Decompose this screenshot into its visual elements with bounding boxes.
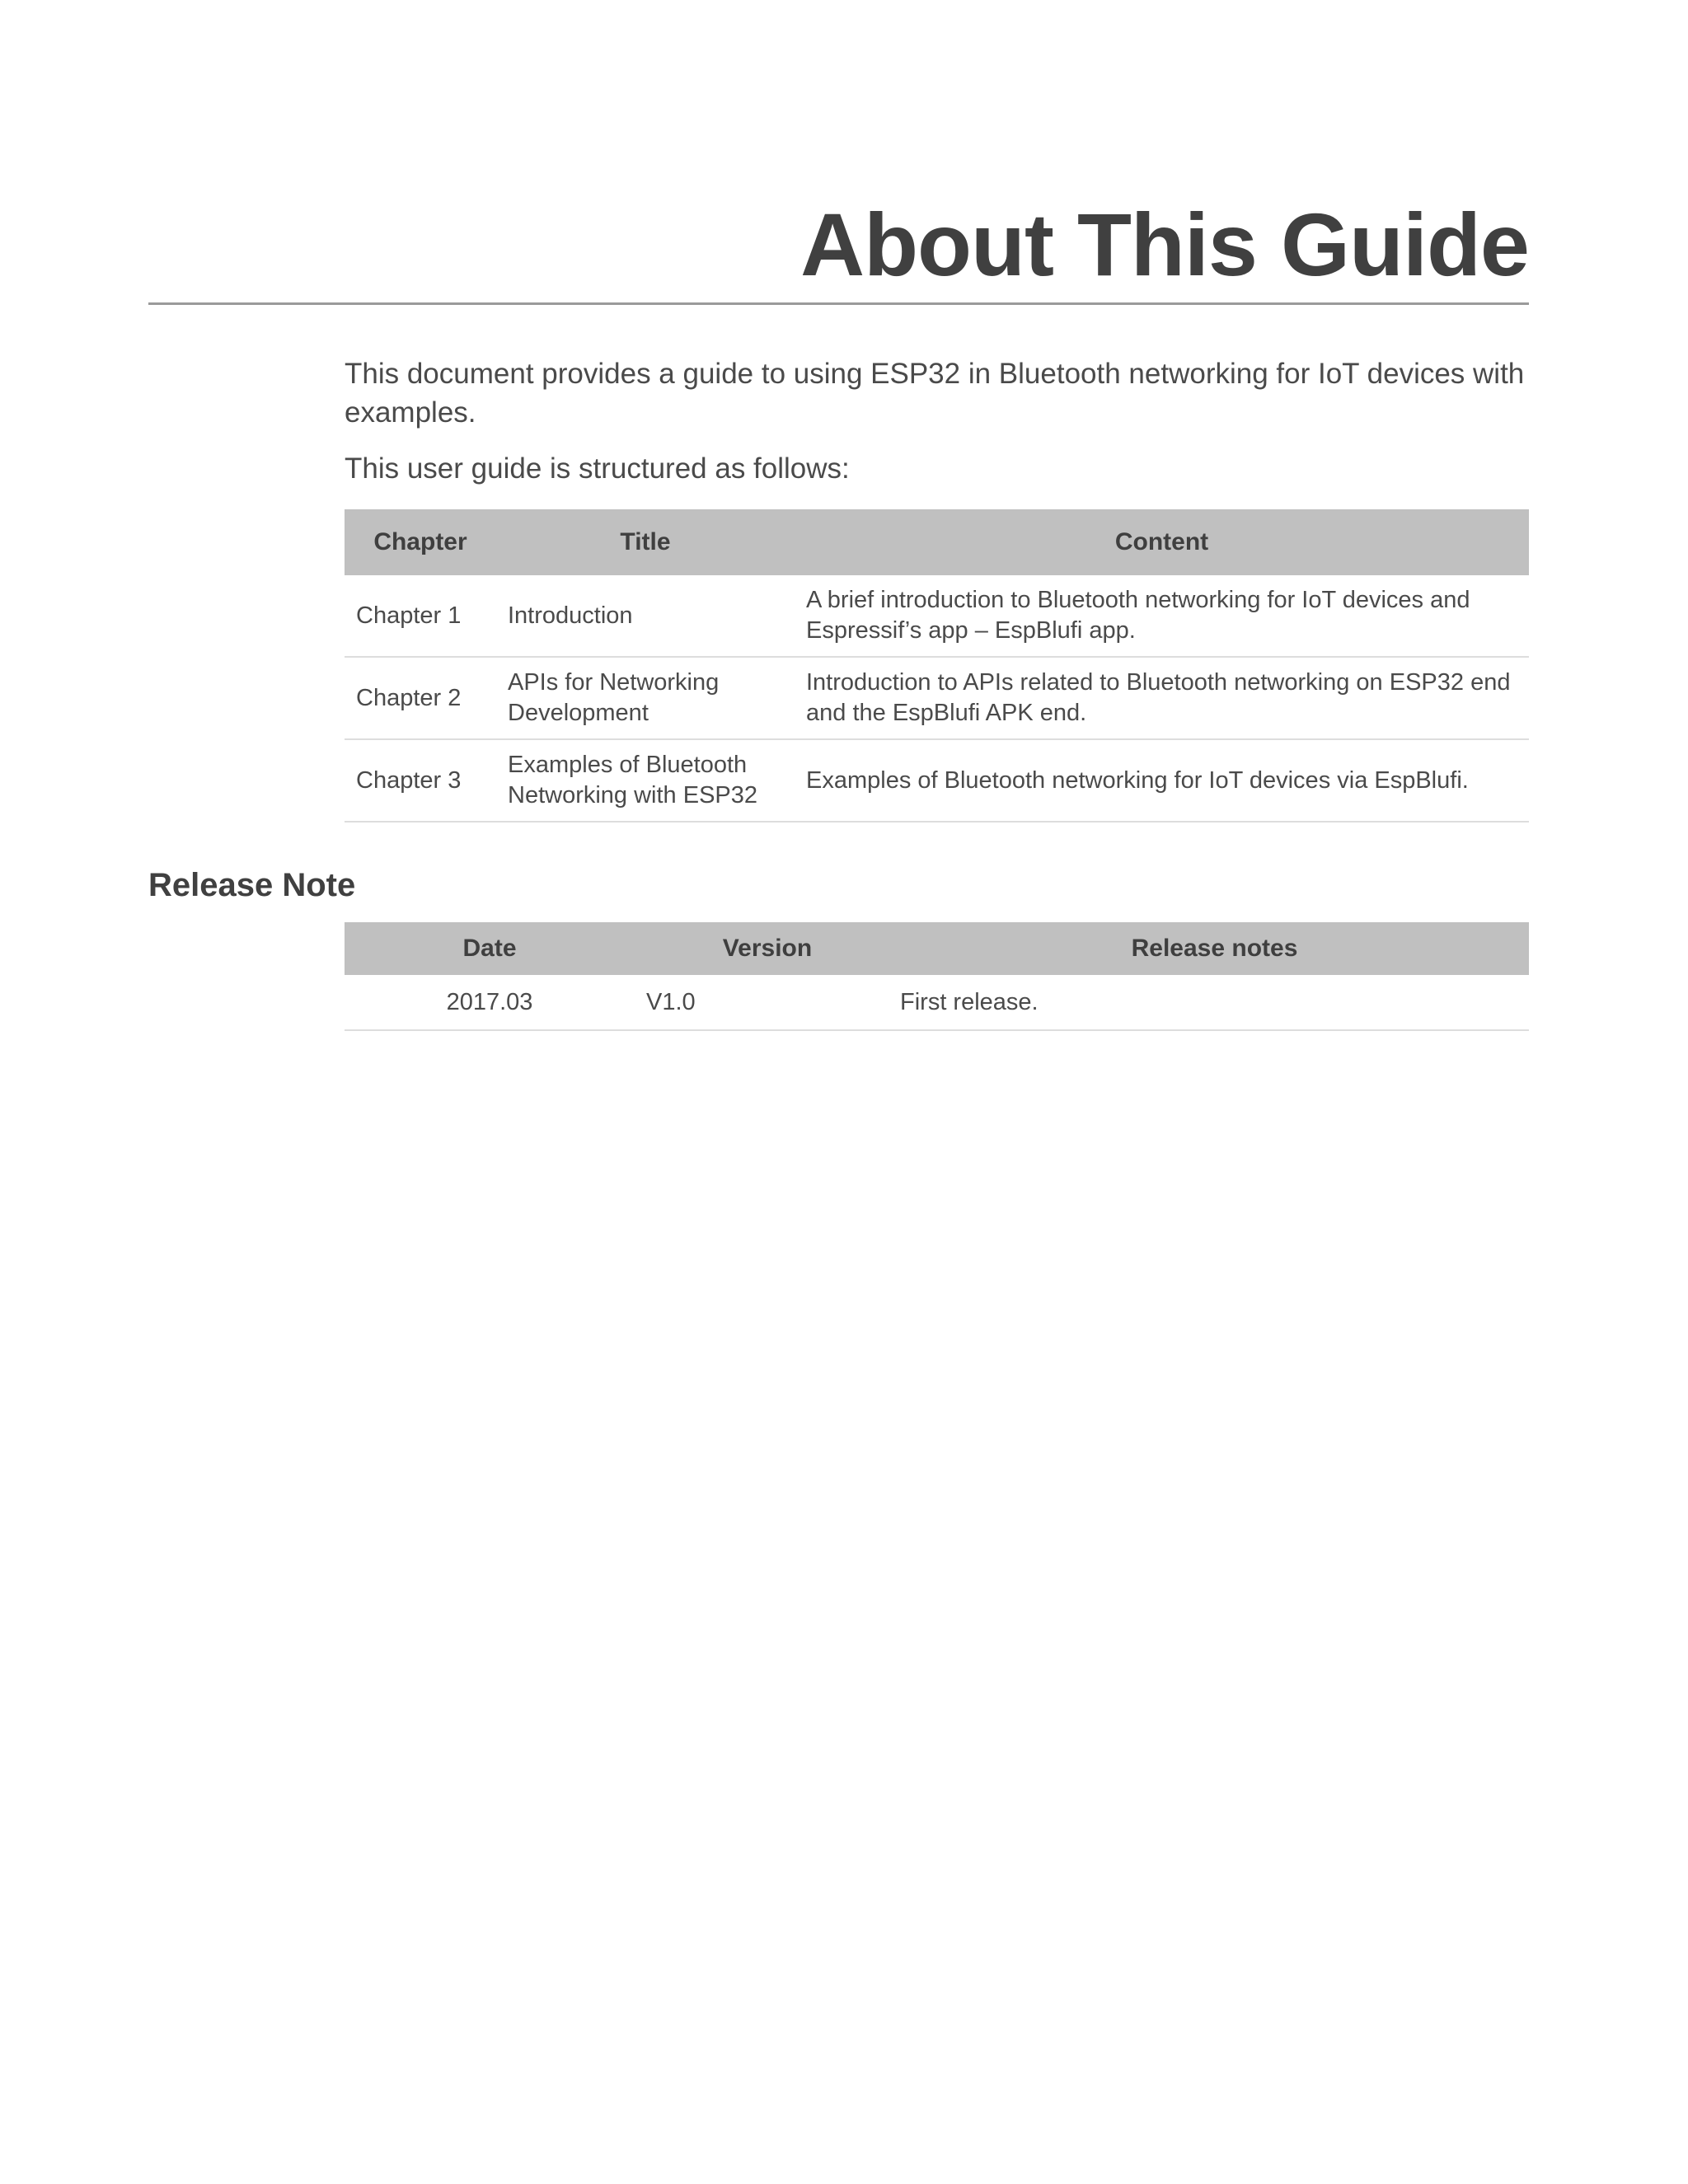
content-cell: A brief introduction to Bluetooth networking for IoT devices and Espressif’s app – EspBlufi app. [795,575,1529,657]
table-row [345,975,1529,1030]
header-chapter: Chapter [345,509,496,575]
table-header-row [345,922,1529,975]
table-header-row [345,509,1529,575]
table-row [345,575,1529,657]
header-date: Date [345,922,635,975]
header-version: Version [635,922,900,975]
release-notes-cell: First release. [900,975,1529,1030]
date-cell: 2017.03 [345,975,635,1030]
release-note-heading: Release Note [148,867,356,903]
header-content: Content [795,509,1529,575]
version-cell: V1.0 [635,975,900,1030]
table-row [345,739,1529,822]
chapter-cell: Chapter 1 [345,575,496,657]
chapter-cell: Chapter 3 [345,739,496,822]
content-cell: Examples of Bluetooth networking for IoT devices via EspBlufi. [795,739,1529,822]
header-title: Title [496,509,795,575]
title-divider [148,302,1529,305]
release-note-table [345,922,1529,1031]
chapter-cell: Chapter 2 [345,657,496,739]
table-row [345,657,1529,739]
structure-lead-paragraph: This user guide is structured as follows: [345,452,850,485]
title-cell: Examples of Bluetooth Networking with ESP32 [496,739,795,822]
intro-paragraph: This document provides a guide to using ESP32 in Bluetooth networking for IoT devices with examples. [345,358,1525,429]
title-cell: APIs for Networking Development [496,657,795,739]
header-release-notes: Release notes [900,922,1529,975]
chapter-structure-table [345,509,1529,823]
content-cell: Introduction to APIs related to Bluetooth networking on ESP32 end and the EspBlufi APK end. [795,657,1529,739]
page-title: About This Guide [800,194,1529,294]
title-cell: Introduction [496,575,795,657]
